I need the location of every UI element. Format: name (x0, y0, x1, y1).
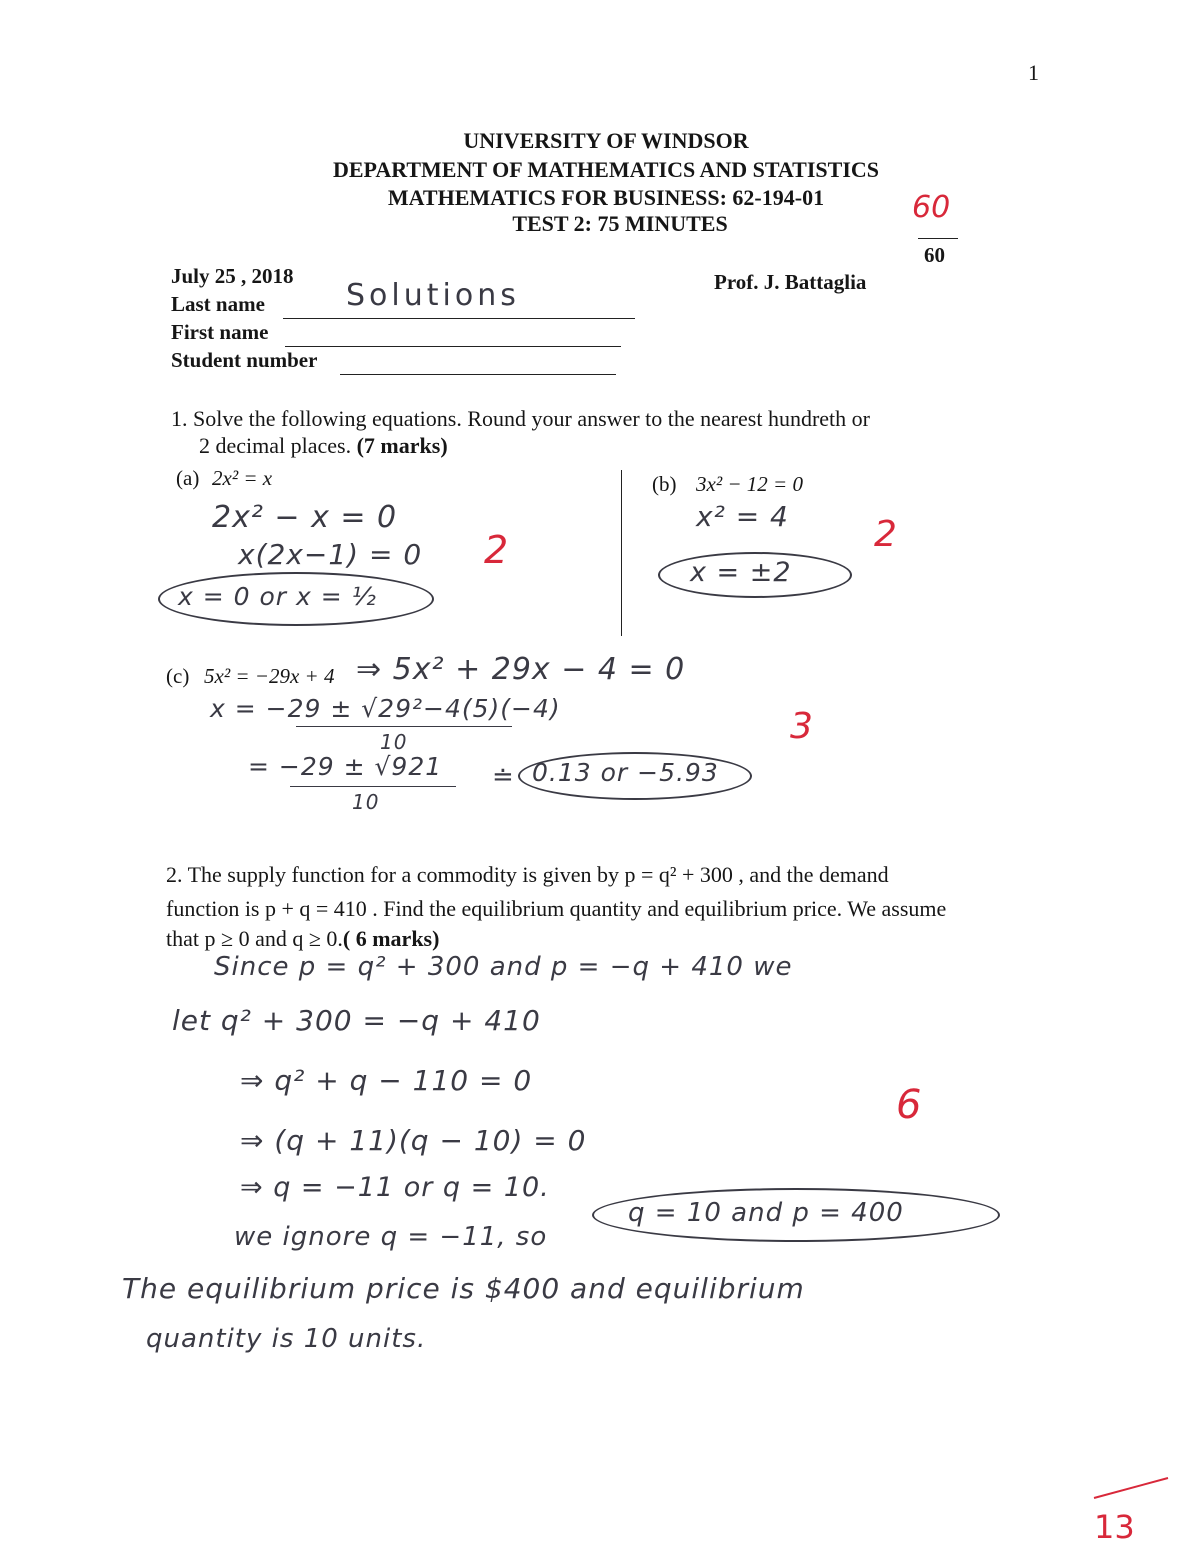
q2-mark: 6 (896, 1082, 922, 1128)
q2-assumption: that p ≥ 0 and q ≥ 0. (166, 926, 343, 951)
header-course: MATHEMATICS FOR BUSINESS: 62-194-01 (387, 185, 825, 210)
page-total: 13 (1094, 1508, 1135, 1546)
q1a-mark: 2 (484, 528, 509, 572)
score-total: 60 (924, 243, 945, 267)
q1a-answer: x = 0 or x = ½ (178, 582, 377, 611)
q2-answer: q = 10 and p = 400 (628, 1198, 904, 1228)
header-department: DEPARTMENT OF MATHEMATICS AND STATISTICS (332, 157, 880, 182)
q1a-work-line1: 2x² − x = 0 (212, 500, 398, 535)
q2-work-let: let q² + 300 = −q + 410 (172, 1004, 541, 1037)
q1c-approx-sign: ≐ (492, 762, 515, 792)
page-number: 1 (1028, 60, 1039, 85)
q1c-work-simplified-denominator: 10 (352, 790, 380, 814)
q2-marks: ( 6 marks) (342, 926, 440, 951)
q2-conclusion-line2: quantity is 10 units. (146, 1324, 427, 1354)
q1a-work-line2: x(2x−1) = 0 (238, 538, 423, 571)
q1c-equation: 5x² = −29x + 4 (204, 664, 335, 688)
student-number-label: Student number (171, 348, 318, 372)
q1-marks: (7 marks) (356, 433, 448, 458)
score-earned: 60 (912, 190, 951, 225)
q2-work-since: Since p = q² + 300 and p = −q + 410 we (214, 952, 793, 982)
q2-work-roots: ⇒ q = −11 or q = 10. (240, 1172, 550, 1203)
q2-conclusion-line1: The equilibrium price is $400 and equilibrium (122, 1272, 805, 1305)
professor-name: Prof. J. Battaglia (714, 270, 867, 294)
q1b-answer: x = ±2 (690, 557, 792, 588)
q1c-work-formula-denominator: 10 (380, 730, 408, 754)
q1a-equation: 2x² = x (212, 466, 273, 490)
header-test: TEST 2: 75 MINUTES (512, 211, 728, 236)
last-name-label: Last name (171, 292, 265, 316)
q2-work-factored: ⇒ (q + 11)(q − 10) = 0 (240, 1124, 587, 1157)
q1b-work-line1: x² = 4 (696, 500, 789, 533)
q1c-work-rearranged: ⇒ 5x² + 29x − 4 = 0 (356, 652, 686, 687)
header-university: UNIVERSITY OF WINDSOR (463, 128, 749, 153)
q1c-work-formula: x = −29 ± √29²−4(5)(−4) (210, 694, 561, 723)
last-name-value: Solutions (346, 278, 520, 313)
q1a-label: (a) (176, 466, 200, 490)
q1c-answer: 0.13 or −5.93 (532, 758, 719, 787)
q1c-mark: 3 (790, 706, 813, 747)
first-name-label: First name (171, 320, 269, 344)
test-date: July 25 , 2018 (171, 264, 294, 288)
q1b-label: (b) (652, 472, 677, 496)
q2-statement-line2: function is p + q = 410 . Find the equilibrium quantity and equilibrium price. We assume (166, 896, 947, 921)
q1c-label: (c) (166, 664, 190, 688)
q1-statement-text: 2 decimal places. (199, 433, 352, 458)
q2-work-ignore: we ignore q = −11, so (234, 1222, 548, 1252)
q1b-equation: 3x² − 12 = 0 (696, 472, 803, 496)
q1-statement-line1: 1. Solve the following equations. Round your answer to the nearest hundreth or (171, 406, 870, 431)
q1b-mark: 2 (874, 514, 897, 555)
q1c-work-simplified: = −29 ± √921 (248, 752, 443, 781)
q2-work-quadratic: ⇒ q² + q − 110 = 0 (240, 1064, 533, 1097)
q2-statement-line1: 2. The supply function for a commodity is given by p = q² + 300 , and the demand (166, 862, 889, 887)
